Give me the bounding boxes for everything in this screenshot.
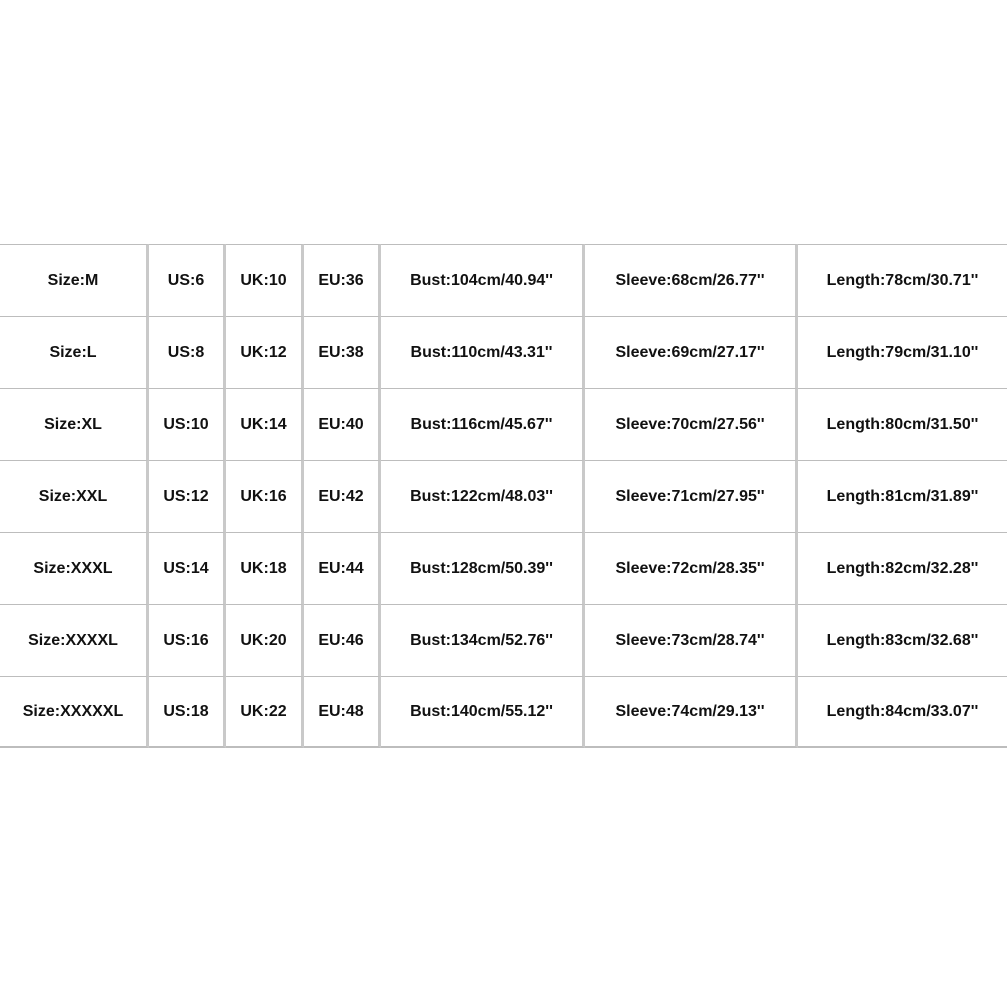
us-size-cell: US:8 [149, 316, 226, 388]
eu-size-cell: EU:36 [304, 244, 381, 316]
eu-size-cell: EU:42 [304, 460, 381, 532]
uk-size-cell: UK:22 [226, 676, 304, 748]
sleeve-cell: Sleeve:71cm/27.95'' [585, 460, 798, 532]
uk-size-cell: UK:12 [226, 316, 304, 388]
length-cell: Length:80cm/31.50'' [798, 388, 1007, 460]
length-cell: Length:79cm/31.10'' [798, 316, 1007, 388]
sleeve-cell: Sleeve:69cm/27.17'' [585, 316, 798, 388]
sleeve-cell: Sleeve:70cm/27.56'' [585, 388, 798, 460]
us-size-cell: US:14 [149, 532, 226, 604]
table-row [0, 316, 1007, 388]
size-cell: Size:L [0, 316, 149, 388]
us-size-cell: US:6 [149, 244, 226, 316]
length-cell: Length:78cm/30.71'' [798, 244, 1007, 316]
table-row [0, 532, 1007, 604]
uk-size-cell: UK:20 [226, 604, 304, 676]
table-row [0, 388, 1007, 460]
us-size-cell: US:10 [149, 388, 226, 460]
uk-size-cell: UK:18 [226, 532, 304, 604]
uk-size-cell: UK:14 [226, 388, 304, 460]
size-cell: Size:XXXXXL [0, 676, 149, 748]
sleeve-cell: Sleeve:74cm/29.13'' [585, 676, 798, 748]
bust-cell: Bust:110cm/43.31'' [381, 316, 585, 388]
sleeve-cell: Sleeve:68cm/26.77'' [585, 244, 798, 316]
size-cell: Size:XXXL [0, 532, 149, 604]
table-row [0, 676, 1007, 748]
uk-size-cell: UK:10 [226, 244, 304, 316]
size-cell: Size:M [0, 244, 149, 316]
length-cell: Length:84cm/33.07'' [798, 676, 1007, 748]
bust-cell: Bust:134cm/52.76'' [381, 604, 585, 676]
sleeve-cell: Sleeve:73cm/28.74'' [585, 604, 798, 676]
size-cell: Size:XL [0, 388, 149, 460]
length-cell: Length:81cm/31.89'' [798, 460, 1007, 532]
bust-cell: Bust:140cm/55.12'' [381, 676, 585, 748]
sleeve-cell: Sleeve:72cm/28.35'' [585, 532, 798, 604]
uk-size-cell: UK:16 [226, 460, 304, 532]
table-row [0, 460, 1007, 532]
length-cell: Length:83cm/32.68'' [798, 604, 1007, 676]
length-cell: Length:82cm/32.28'' [798, 532, 1007, 604]
us-size-cell: US:12 [149, 460, 226, 532]
us-size-cell: US:18 [149, 676, 226, 748]
us-size-cell: US:16 [149, 604, 226, 676]
bust-cell: Bust:122cm/48.03'' [381, 460, 585, 532]
size-cell: Size:XXXXL [0, 604, 149, 676]
bust-cell: Bust:128cm/50.39'' [381, 532, 585, 604]
eu-size-cell: EU:44 [304, 532, 381, 604]
table-row [0, 244, 1007, 316]
eu-size-cell: EU:40 [304, 388, 381, 460]
table-row [0, 604, 1007, 676]
bust-cell: Bust:116cm/45.67'' [381, 388, 585, 460]
eu-size-cell: EU:48 [304, 676, 381, 748]
size-chart-table [0, 244, 1007, 748]
bust-cell: Bust:104cm/40.94'' [381, 244, 585, 316]
size-cell: Size:XXL [0, 460, 149, 532]
eu-size-cell: EU:38 [304, 316, 381, 388]
eu-size-cell: EU:46 [304, 604, 381, 676]
size-chart-body [0, 244, 1007, 748]
